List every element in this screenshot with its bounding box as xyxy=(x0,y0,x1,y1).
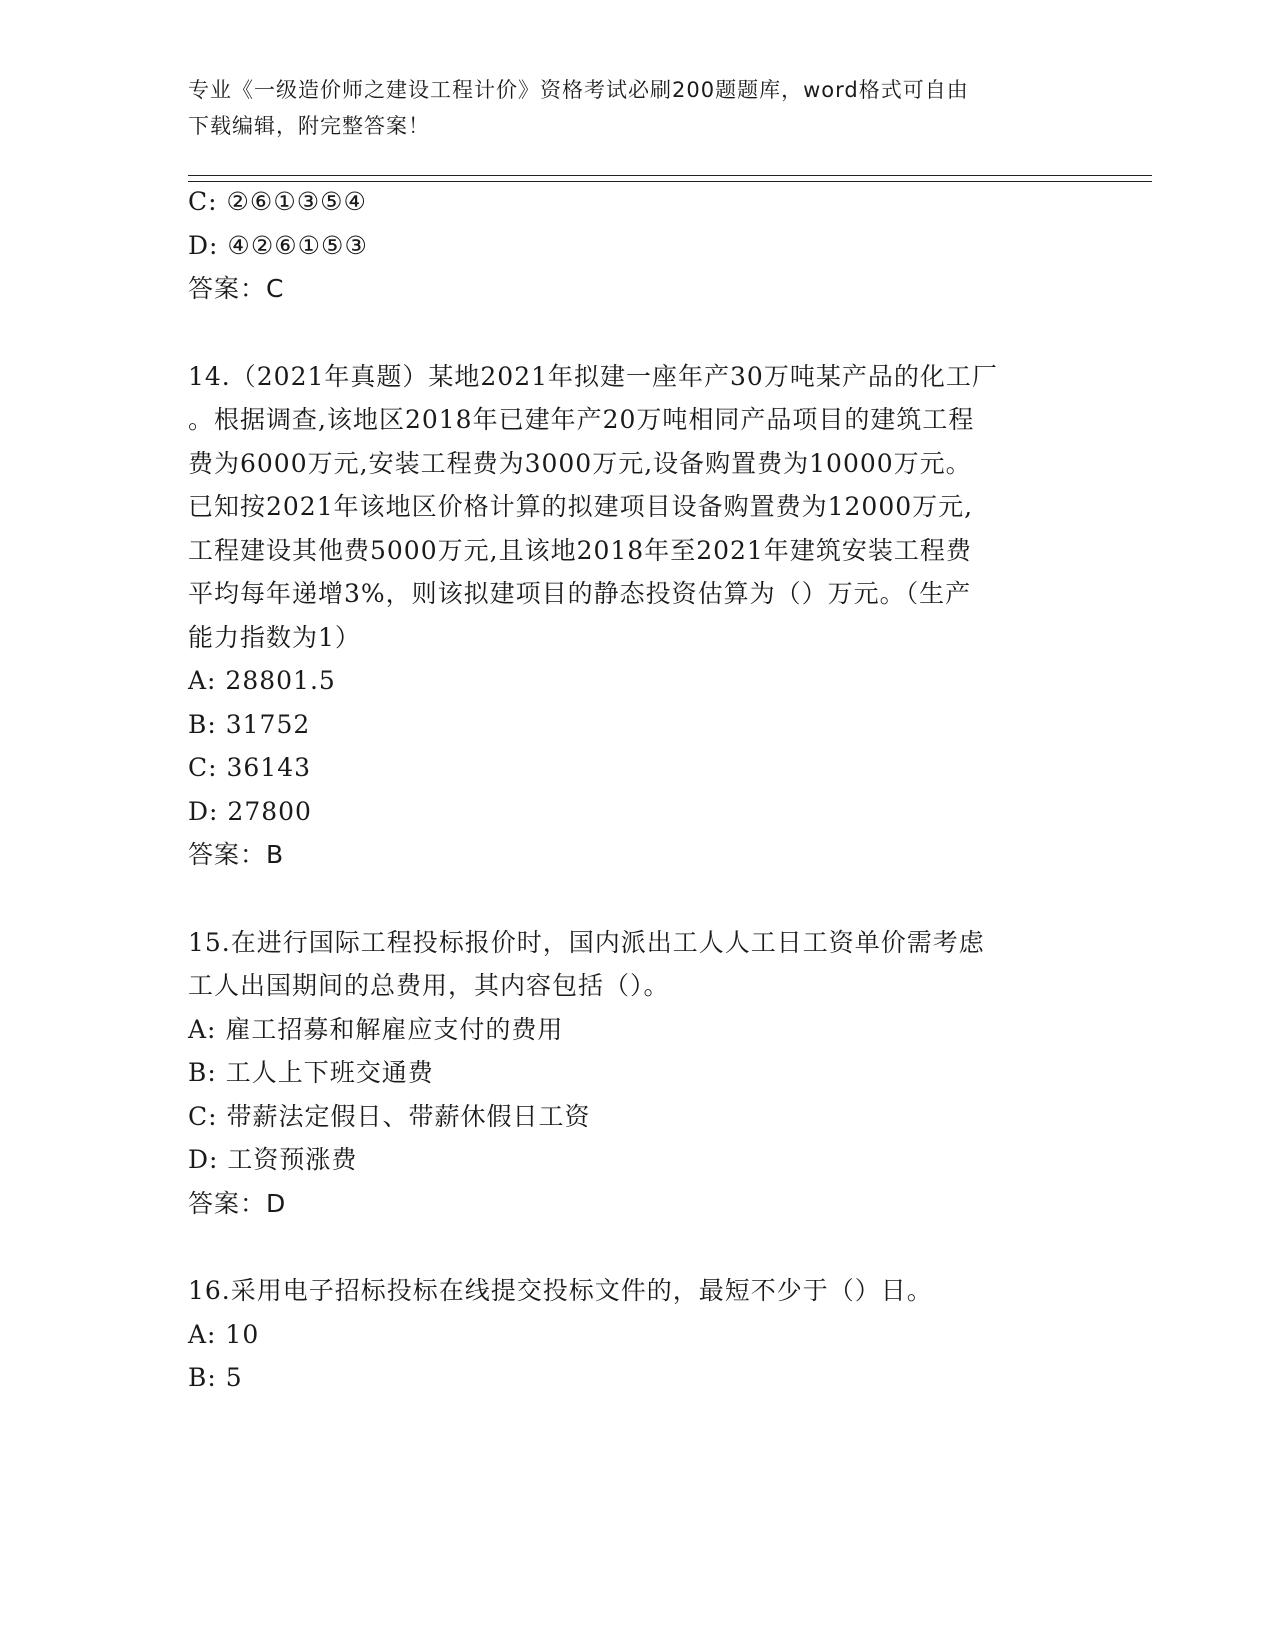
prev-answer: 答案：C xyxy=(188,274,285,303)
q15-option-a: A: 雇工招募和解雇应支付的费用 xyxy=(188,1015,564,1044)
prev-option-c: C: ②⑥①③⑤④ xyxy=(188,187,367,216)
q14-option-a: A: 28801.5 xyxy=(188,666,336,695)
q14-line-6: 平均每年递增3%，则该拟建项目的静态投资估算为（）万元。（生产 xyxy=(188,579,972,608)
q16-line-1: 16.采用电子招标投标在线提交投标文件的，最短不少于（）日。 xyxy=(188,1276,933,1305)
q14-line-7: 能力指数为1） xyxy=(188,623,361,652)
q15-line-2: 工人出国期间的总费用，其内容包括（）。 xyxy=(188,971,670,1000)
q14-line-4: 已知按2021年该地区价格计算的拟建项目设备购置费为12000万元, xyxy=(188,492,974,521)
q14-line-5: 工程建设其他费5000万元,且该地2018年至2021年建筑安装工程费 xyxy=(188,536,972,565)
q15-option-b: B: 工人上下班交通费 xyxy=(188,1058,434,1087)
q14-answer: 答案：B xyxy=(188,840,285,869)
q14-line-2: 。根据调查,该地区2018年已建年产20万吨相同产品项目的建筑工程 xyxy=(188,405,975,434)
document-header xyxy=(188,72,1088,144)
q16-option-a: A: 10 xyxy=(188,1320,260,1349)
q15-option-d: D: 工资预涨费 xyxy=(188,1145,358,1174)
q16-option-b: B: 5 xyxy=(188,1363,243,1392)
q15-option-c: C: 带薪法定假日、带薪休假日工资 xyxy=(188,1102,591,1131)
q15-line-1: 15.在进行国际工程投标报价时，国内派出工人人工日工资单价需考虑 xyxy=(188,928,985,957)
header-divider-top xyxy=(188,175,1152,176)
q14-line-3: 费为6000万元,安装工程费为3000万元,设备购置费为10000万元。 xyxy=(188,449,972,478)
q14-option-d: D: 27800 xyxy=(188,797,312,826)
q14-line-1: 14.（2021年真题）某地2021年拟建一座年产30万吨某产品的化工厂 xyxy=(188,362,998,391)
header-line-1: 专业《一级造价师之建设工程计价》资格考试必刷200题题库，word格式可自由 xyxy=(188,78,969,102)
prev-option-d: D: ④②⑥①⑤③ xyxy=(188,231,368,260)
q15-answer: 答案：D xyxy=(188,1189,287,1218)
header-line-2: 下载编辑，附完整答案！ xyxy=(188,114,430,138)
q14-option-b: B: 31752 xyxy=(188,710,311,739)
header-divider-bottom xyxy=(188,181,1152,182)
q14-option-c: C: 36143 xyxy=(188,753,312,782)
